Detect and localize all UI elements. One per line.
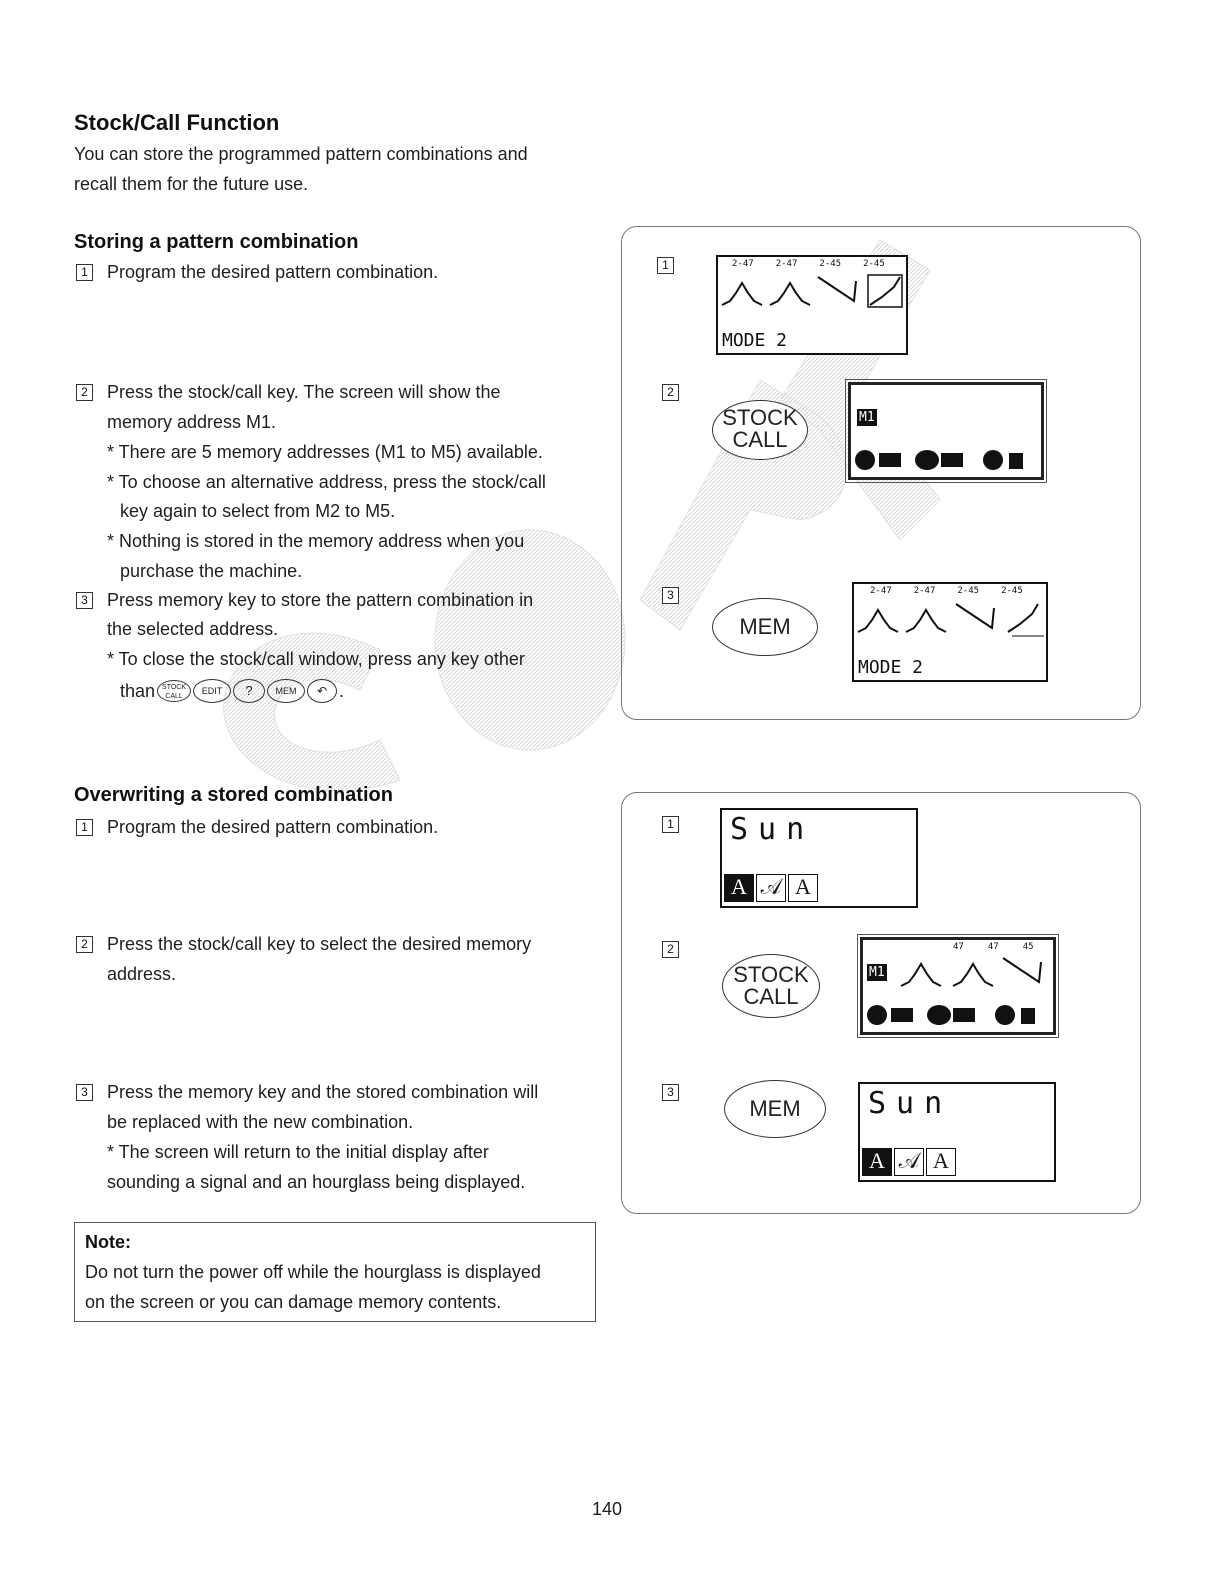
storing-step3-line1: Press memory key to store the pattern combination in xyxy=(107,590,534,610)
intro-line-2: recall them for the future use. xyxy=(74,174,309,194)
pattern-code-row xyxy=(732,259,885,269)
pattern-code: 2-45 xyxy=(819,259,842,269)
figure1-step-2: 2 xyxy=(662,384,679,401)
letters-text: Sun xyxy=(868,1086,953,1121)
font-selector xyxy=(862,1148,956,1176)
step-number-2: 2 xyxy=(76,936,93,953)
storing-step3-note1: * To close the stock/call window, press any key other xyxy=(107,649,525,669)
font-outline-a: A xyxy=(926,1148,956,1176)
mem-label: MEM xyxy=(749,1096,801,1121)
back-key-icon xyxy=(307,679,337,703)
figure1-step-3: 3 xyxy=(662,587,679,604)
help-key-label: ? xyxy=(245,683,253,698)
figure2-step-2: 2 xyxy=(662,941,679,958)
pattern-code: 2-45 xyxy=(1001,586,1023,596)
overwriting-step2-line2: address. xyxy=(107,964,177,984)
lcd-letters-sun xyxy=(720,808,918,908)
figure1-step-1: 1 xyxy=(657,257,674,274)
mem-button[interactable] xyxy=(712,598,818,656)
overwriting-heading: Overwriting a stored combination xyxy=(74,784,393,806)
pattern-code: 2-47 xyxy=(870,586,892,596)
stock-label: STOCK xyxy=(722,405,798,430)
memory-icons-row xyxy=(853,447,1039,473)
storing-step3-line2: the selected address. xyxy=(107,619,279,639)
pattern-code: 45 xyxy=(1022,942,1034,952)
font-outline-a: A xyxy=(788,874,818,902)
pattern-code-row xyxy=(870,586,1023,596)
mode-label: MODE 2 xyxy=(858,657,924,678)
lcd-memory-m1-patterns xyxy=(860,937,1056,1035)
than-row xyxy=(120,676,344,706)
intro-line-1: You can store the programmed pattern combinations and xyxy=(74,144,528,164)
overwriting-step1-text: Program the desired pattern combination. xyxy=(107,817,439,837)
memory-icons-row xyxy=(865,1002,1051,1028)
than-period: . xyxy=(339,681,345,701)
call-label: CALL xyxy=(743,984,799,1009)
step-number-1: 1 xyxy=(76,264,93,281)
letters-text: Sun xyxy=(730,812,815,847)
figure2-step-1: 1 xyxy=(662,816,679,833)
edit-key-icon xyxy=(193,679,231,703)
font-block-a: A xyxy=(862,1148,892,1176)
stitch-patterns-icon xyxy=(899,952,1049,992)
memory-slot-badge: M1 xyxy=(859,410,875,425)
storing-step2-note1: * There are 5 memory addresses (M1 to M5) available. xyxy=(107,442,543,462)
edit-key-label: EDIT xyxy=(201,686,223,696)
back-key-label: ↶ xyxy=(317,684,328,698)
mem-key-label: MEM xyxy=(275,686,297,696)
overwriting-step3-note1: * The screen will return to the initial display after xyxy=(107,1142,489,1162)
font-script-a: 𝒜 xyxy=(756,874,786,902)
pattern-code: 2-45 xyxy=(957,586,980,596)
note-line-2: on the screen or you can damage memory contents. xyxy=(85,1292,502,1312)
step-number-1: 1 xyxy=(76,819,93,836)
stitch-patterns-icon xyxy=(720,271,904,311)
pattern-code-row xyxy=(953,942,1034,952)
storing-step2-note2a: * To choose an alternative address, press the stock/call xyxy=(107,472,546,492)
pattern-code: 47 xyxy=(987,942,999,952)
stock-call-key-label: STOCK CALL xyxy=(162,684,187,700)
mem-label: MEM xyxy=(739,614,791,639)
stock-call-button[interactable] xyxy=(722,954,820,1018)
note-line-1: Do not turn the power off while the hourglass is displayed xyxy=(85,1262,541,1282)
overwriting-step3-line2: be replaced with the new combination. xyxy=(107,1112,414,1132)
storing-step1-text: Program the desired pattern combination. xyxy=(107,262,439,282)
stitch-patterns-icon xyxy=(856,598,1044,638)
stock-label: STOCK xyxy=(733,962,809,987)
lcd-pattern-mode2 xyxy=(716,255,908,355)
lcd-letters-sun-after xyxy=(858,1082,1056,1182)
storing-step2-line1: Press the stock/call key. The screen will show the xyxy=(107,382,501,402)
lcd-pattern-mode2-after xyxy=(852,582,1048,682)
storing-step2-note3b: purchase the machine. xyxy=(120,561,303,581)
storing-heading: Storing a pattern combination xyxy=(74,231,359,253)
font-block-a: A xyxy=(724,874,754,902)
pattern-code: 47 xyxy=(953,942,964,952)
help-key-icon xyxy=(233,679,265,703)
overwriting-step3-line1: Press the memory key and the stored combination will xyxy=(107,1082,539,1102)
memory-slot-badge: M1 xyxy=(869,965,885,980)
step-number-3: 3 xyxy=(76,592,93,609)
mem-key-icon xyxy=(267,679,305,703)
page-title: Stock/Call Function xyxy=(74,110,280,135)
font-script-a: 𝒜 xyxy=(894,1148,924,1176)
storing-step2-note2b: key again to select from M2 to M5. xyxy=(120,501,396,521)
storing-step2-note3a: * Nothing is stored in the memory address when you xyxy=(107,531,525,551)
call-label: CALL xyxy=(732,427,788,452)
pattern-code: 2-45 xyxy=(863,259,885,269)
overwriting-step2-line1: Press the stock/call key to select the desired memory xyxy=(107,934,532,954)
figure2-step-3: 3 xyxy=(662,1084,679,1101)
storing-step2-line2: memory address M1. xyxy=(107,412,277,432)
page-number: 140 xyxy=(592,1499,623,1519)
step-number-3: 3 xyxy=(76,1084,93,1101)
font-selector xyxy=(724,874,818,902)
pattern-code: 2-47 xyxy=(775,259,798,269)
pattern-code: 2-47 xyxy=(913,586,936,596)
step-number-2: 2 xyxy=(76,384,93,401)
than-text: than xyxy=(120,681,156,701)
note-title: Note: xyxy=(85,1232,131,1252)
stock-call-key-icon xyxy=(157,680,191,702)
pattern-code: 2-47 xyxy=(732,259,754,269)
mode-label: MODE 2 xyxy=(722,330,788,351)
note-box xyxy=(74,1222,596,1322)
mem-button[interactable] xyxy=(724,1080,826,1138)
lcd-memory-m1 xyxy=(848,382,1044,480)
overwriting-step3-note1b: sounding a signal and an hourglass being displayed. xyxy=(107,1172,526,1192)
stock-call-button[interactable] xyxy=(712,400,808,460)
